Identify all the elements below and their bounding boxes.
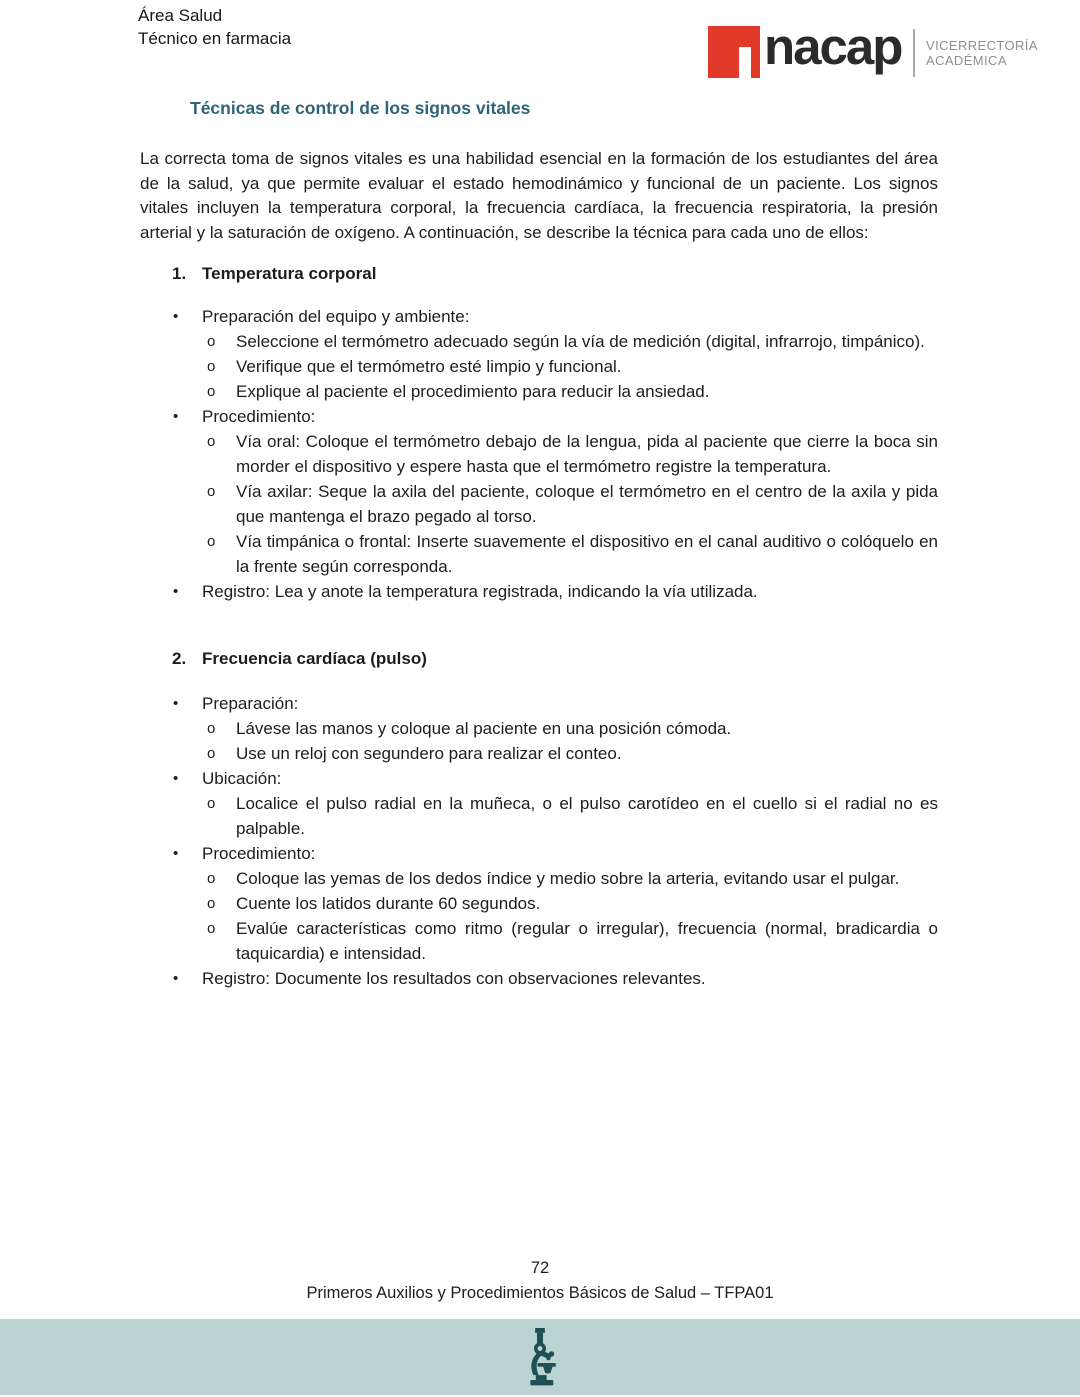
bullet-icon: •	[173, 308, 179, 325]
inacap-i-mark-icon	[708, 26, 760, 78]
logo-subtitle-line2: ACADÉMICA	[926, 53, 1007, 68]
list-item	[140, 379, 938, 404]
section-heading-label: Temperatura corporal	[202, 264, 377, 283]
section-temperatura-corporal	[140, 261, 938, 604]
circle-bullet-icon: o	[207, 895, 216, 912]
list-item-text: Vía oral: Coloque el termómetro debajo de la lengua, pida al paciente que cierre la boca sin morder el dispositivo y espere hasta que el termómetro registre la temperatura.	[236, 432, 938, 476]
i-stem-shape	[739, 47, 751, 78]
list-item	[140, 691, 938, 716]
list-item	[140, 404, 938, 429]
section-frecuencia-cardiaca	[140, 646, 938, 991]
list-item-text: Procedimiento:	[202, 407, 316, 426]
circle-bullet-icon: o	[207, 333, 216, 350]
page-header	[0, 0, 1080, 84]
circle-bullet-icon: o	[207, 383, 216, 400]
circle-bullet-icon: o	[207, 720, 216, 737]
bullet-icon: •	[173, 770, 179, 787]
list-item	[140, 716, 938, 741]
course-footer-line: Primeros Auxilios y Procedimientos Básicos de Salud – TFPA01	[306, 1284, 774, 1302]
list-item	[140, 329, 938, 354]
bullet-icon: •	[173, 845, 179, 862]
bullet-icon: •	[173, 408, 179, 425]
list-item-text: Seleccione el termómetro adecuado según la vía de medición (digital, infrarrojo, timpánico).	[236, 332, 925, 351]
list-item	[140, 916, 938, 966]
list-item	[140, 766, 938, 791]
circle-bullet-icon: o	[207, 870, 216, 887]
org-block	[138, 4, 291, 50]
list-item-text: Lávese las manos y coloque al paciente en una posición cómoda.	[236, 719, 732, 738]
list-item	[140, 791, 938, 841]
list-item	[140, 891, 938, 916]
list-item-text: Registro: Lea y anote la temperatura registrada, indicando la vía utilizada.	[202, 582, 758, 601]
circle-bullet-icon: o	[207, 358, 216, 375]
section-heading	[140, 261, 938, 286]
list-item-text: Localice el pulso radial en la muñeca, o el pulso carotídeo en el cuello si el radial no es palpable.	[236, 794, 938, 838]
list-item-text: Registro: Documente los resultados con observaciones relevantes.	[202, 969, 706, 988]
microscope-icon	[520, 1328, 560, 1386]
bullet-icon: •	[173, 970, 179, 987]
inacap-logo	[708, 18, 1038, 84]
list-item	[140, 529, 938, 579]
list-item	[140, 841, 938, 866]
list-item-text: Preparación:	[202, 694, 299, 713]
list-item	[140, 741, 938, 766]
section-heading	[140, 646, 938, 671]
list-item	[140, 966, 938, 991]
list-item-text: Vía axilar: Seque la axila del paciente, coloque el termómetro en el centro de la axila y pida que mantenga el brazo pegado al torso.	[236, 482, 938, 526]
list-item	[140, 579, 938, 604]
page-number: 72	[530, 1259, 550, 1277]
circle-bullet-icon: o	[207, 745, 216, 762]
logo-subtitle-line1: VICERRECTORÍA	[926, 38, 1038, 53]
list-item-text: Coloque las yemas de los dedos índice y medio sobre la arteria, evitando usar el pulgar.	[236, 869, 900, 888]
list-item-text: Use un reloj con segundero para realizar el conteo.	[236, 744, 622, 763]
logo-subtitle	[926, 38, 1038, 68]
list-item-text: Verifique que el termómetro esté limpio y funcional.	[236, 357, 622, 376]
footer-bar	[0, 1319, 1080, 1395]
circle-bullet-icon: o	[207, 920, 216, 937]
list-item-text: Cuente los latidos durante 60 segundos.	[236, 894, 541, 913]
section-heading-label: Frecuencia cardíaca (pulso)	[202, 649, 427, 668]
section-number: 1.	[172, 264, 187, 283]
list-item-text: Procedimiento:	[202, 844, 316, 863]
list-item	[140, 354, 938, 379]
list-item	[140, 429, 938, 479]
page-title: Técnicas de control de los signos vitales	[190, 98, 531, 118]
logo-divider	[913, 29, 915, 77]
list-item-text: Preparación del equipo y ambiente:	[202, 307, 470, 326]
program-label: Técnico en farmacia	[138, 29, 292, 48]
list-item	[140, 479, 938, 529]
circle-bullet-icon: o	[207, 433, 216, 450]
intro-paragraph: La correcta toma de signos vitales es una habilidad esencial en la formación de los estudiantes del área de la salud, ya que permite evaluar el estado hemodinámico y funcional de un paciente. Los signos vitales incluyen la temperatura corporal, la frecuencia cardíaca, la frecuencia respiratoria, la presión arterial y la saturación de oxígeno. A continuación, se describe la técnica para cada uno de ellos:	[140, 149, 938, 242]
list-item	[140, 304, 938, 329]
list-item-text: Vía timpánica o frontal: Inserte suavemente el dispositivo en el canal auditivo o colóquelo en la frente según corresponda.	[236, 532, 938, 576]
circle-bullet-icon: o	[207, 483, 216, 500]
bullet-icon: •	[173, 583, 179, 600]
list-item-text: Ubicación:	[202, 769, 282, 788]
section-number: 2.	[172, 649, 187, 668]
inacap-wordmark: nacap	[764, 18, 902, 75]
circle-bullet-icon: o	[207, 533, 216, 550]
list-item-text: Explique al paciente el procedimiento para reducir la ansiedad.	[236, 382, 710, 401]
list-item	[140, 866, 938, 891]
circle-bullet-icon: o	[207, 795, 216, 812]
bullet-icon: •	[173, 695, 179, 712]
area-label: Área Salud	[138, 6, 223, 25]
list-item-text: Evalúe características como ritmo (regular o irregular), frecuencia (normal, bradicardia o taquicardia) e intensidad.	[236, 919, 938, 963]
